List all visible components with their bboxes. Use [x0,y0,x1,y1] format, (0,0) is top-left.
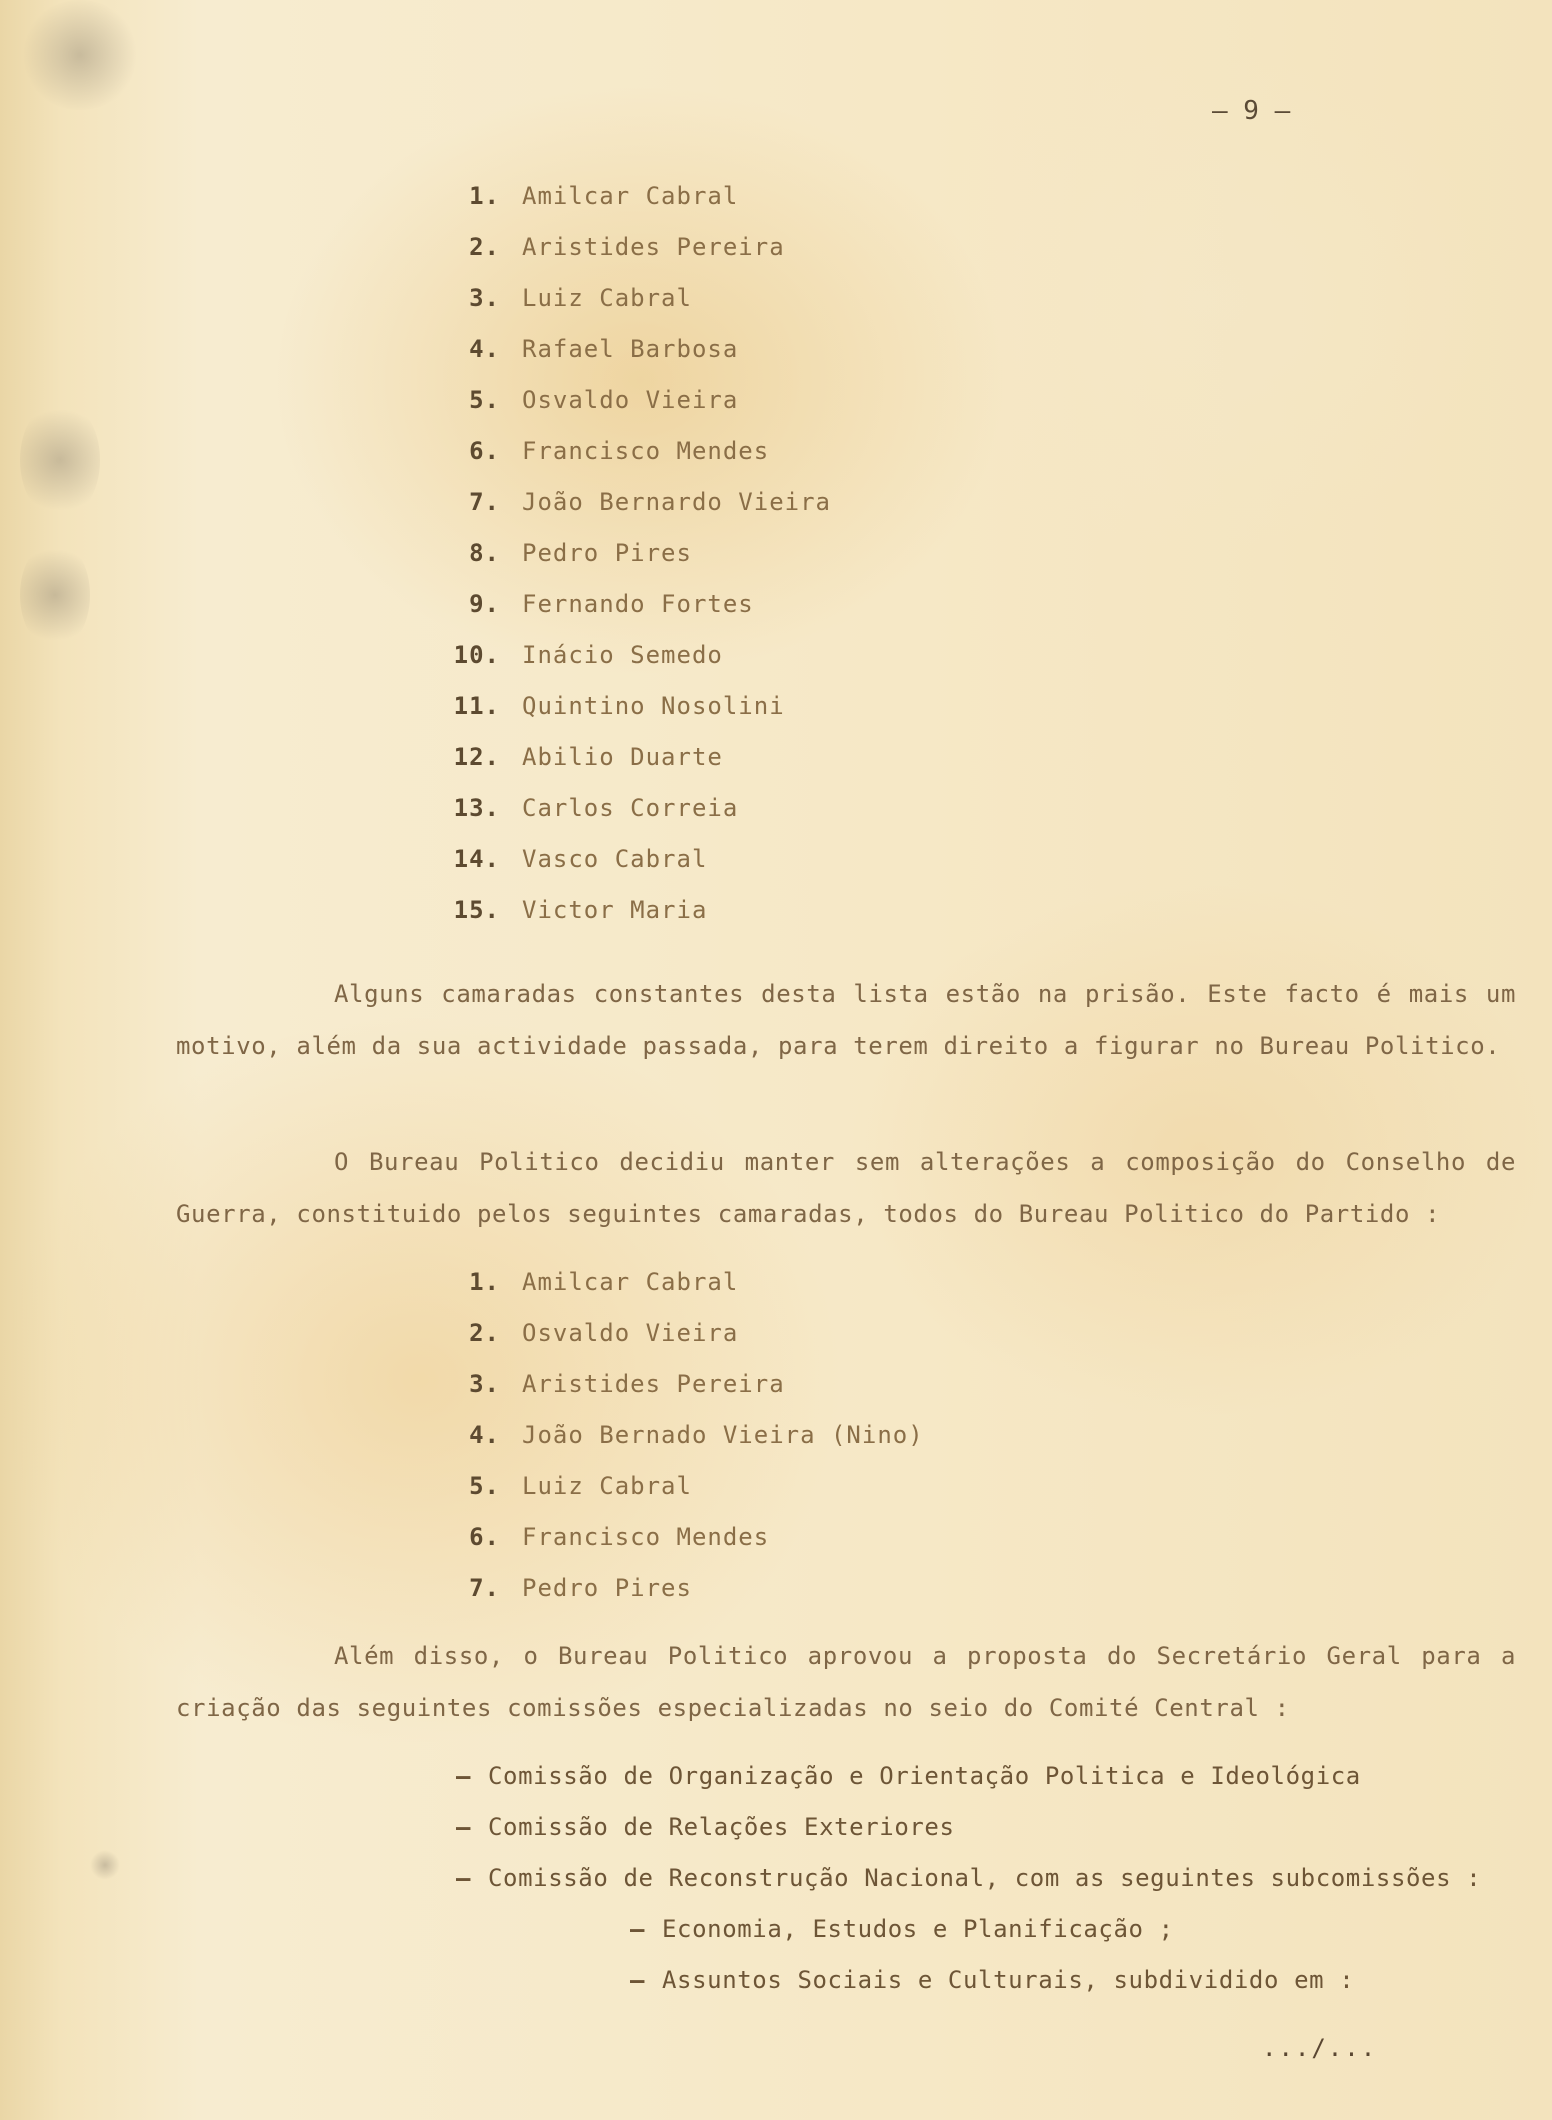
item-number: 10. [453,640,500,669]
member-name: João Bernado Vieira (Nino) [522,1420,924,1449]
item-number: 2. [469,1318,500,1347]
list-item [630,1954,1354,2005]
item-number: 14. [453,844,500,873]
political-bureau-list [400,170,831,935]
member-name: Carlos Correia [522,793,739,822]
list-item [400,1409,924,1460]
item-number: 3. [469,283,500,312]
stain-mark [20,400,100,520]
member-name: Amilcar Cabral [522,1267,739,1296]
list-item [400,374,831,425]
list-item [400,1511,924,1562]
list-item [400,578,831,629]
bullet-dash: – [456,1863,472,1892]
list-item [400,884,831,935]
subcommission-name: Assuntos Sociais e Culturais, subdividido em : [662,1965,1355,1994]
item-number: 9. [469,589,500,618]
bullet-dash: – [630,1965,646,1994]
member-name: Luiz Cabral [522,283,692,312]
item-number: 6. [469,1522,500,1551]
list-item [400,170,831,221]
list-item [456,1801,1481,1852]
list-item [400,1307,924,1358]
item-number: 2. [469,232,500,261]
member-name: Francisco Mendes [522,1522,770,1551]
commission-name: Comissão de Relações Exteriores [488,1812,955,1841]
page-number: – 9 – [1212,96,1291,126]
member-name: Aristides Pereira [522,1369,785,1398]
member-name: Fernando Fortes [522,589,754,618]
paragraph-text: Além disso, o Bureau Politico aprovou a proposta do Secretário Geral para a criação das seguintes comissões especializadas no seio do Comité Central : [176,1642,1516,1722]
commission-name: Comissão de Reconstrução Nacional, com as seguintes subcomissões : [488,1863,1482,1892]
commissions-list [456,1750,1481,1903]
list-item [400,323,831,374]
list-item [400,680,831,731]
item-number: 5. [469,1471,500,1500]
member-name: Inácio Semedo [522,640,723,669]
list-item [630,1903,1354,1954]
member-name: Abilio Duarte [522,742,723,771]
item-number: 1. [469,181,500,210]
paragraph-commissions [176,1630,1516,1734]
item-number: 6. [469,436,500,465]
item-number: 8. [469,538,500,567]
stain-mark [20,0,140,110]
member-name: Francisco Mendes [522,436,770,465]
bullet-dash: – [456,1761,472,1790]
paragraph-war-council [176,1136,1516,1240]
war-council-list [400,1256,924,1613]
member-name: Victor Maria [522,895,708,924]
item-number: 12. [453,742,500,771]
list-item [400,1358,924,1409]
stain-mark [90,1850,120,1880]
list-item [400,629,831,680]
list-item [400,833,831,884]
list-item [400,1562,924,1613]
list-item [400,476,831,527]
item-number: 13. [453,793,500,822]
list-item [400,731,831,782]
paragraph-prison-note [176,968,1516,1072]
list-item [456,1750,1481,1801]
member-name: Pedro Pires [522,538,692,567]
commission-name: Comissão de Organização e Orientação Politica e Ideológica [488,1761,1361,1790]
member-name: Amilcar Cabral [522,181,739,210]
member-name: Luiz Cabral [522,1471,692,1500]
member-name: Quintino Nosolini [522,691,785,720]
list-item [400,1256,924,1307]
subcommission-name: Economia, Estudos e Planificação ; [662,1914,1174,1943]
list-item [456,1852,1481,1903]
item-number: 1. [469,1267,500,1296]
member-name: João Bernardo Vieira [522,487,831,516]
paragraph-text: Alguns camaradas constantes desta lista estão na prisão. Este facto é mais um motivo, além da sua actividade passada, para terem direito a figurar no Bureau Politico. [176,980,1516,1060]
bullet-dash: – [456,1812,472,1841]
list-item [400,272,831,323]
item-number: 3. [469,1369,500,1398]
stain-mark [20,540,90,650]
list-item [400,425,831,476]
item-number: 5. [469,385,500,414]
item-number: 4. [469,1420,500,1449]
member-name: Aristides Pereira [522,232,785,261]
list-item [400,221,831,272]
list-item [400,527,831,578]
member-name: Osvaldo Vieira [522,385,739,414]
list-item [400,1460,924,1511]
item-number: 7. [469,487,500,516]
member-name: Osvaldo Vieira [522,1318,739,1347]
bullet-dash: – [630,1914,646,1943]
list-item [400,782,831,833]
item-number: 4. [469,334,500,363]
item-number: 15. [453,895,500,924]
member-name: Rafael Barbosa [522,334,739,363]
member-name: Vasco Cabral [522,844,708,873]
item-number: 7. [469,1573,500,1602]
continuation-mark: .../... [1262,2034,1378,2062]
subcommissions-list [630,1903,1354,2005]
paragraph-text: O Bureau Politico decidiu manter sem alterações a composição do Conselho de Guerra, constituido pelos seguintes camaradas, todos do Bureau Politico do Partido : [176,1148,1516,1228]
item-number: 11. [453,691,500,720]
member-name: Pedro Pires [522,1573,692,1602]
